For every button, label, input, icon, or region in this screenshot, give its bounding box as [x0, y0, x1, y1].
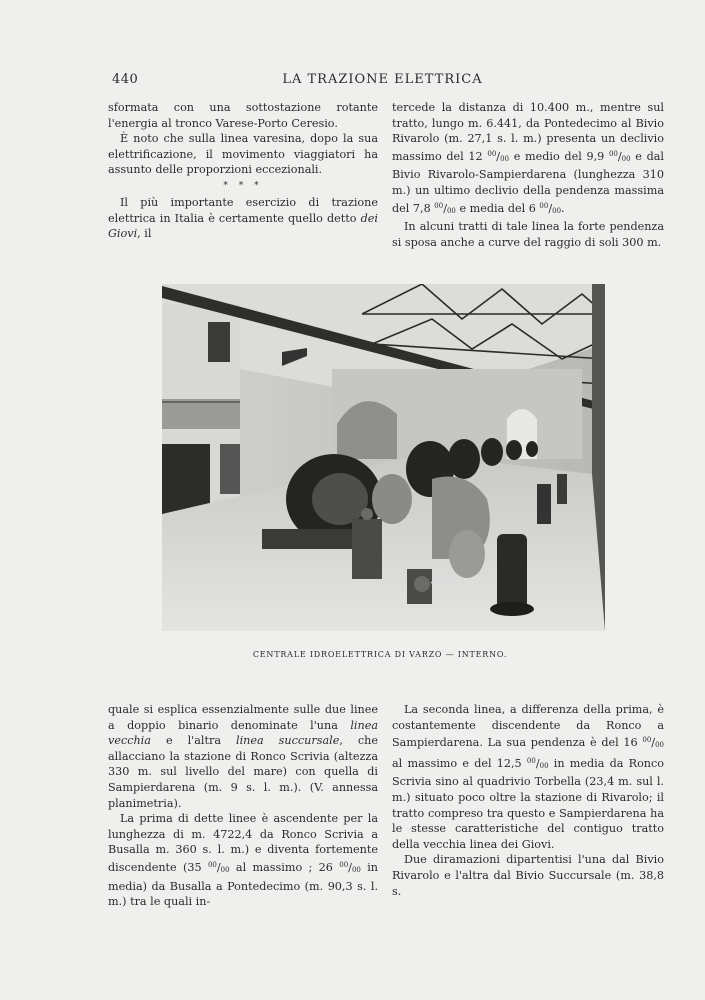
turbine-hall-illustration	[162, 284, 605, 631]
paragraph: Due diramazioni dipartentisi l'una dal Bivio Rivarolo e l'altra dal Bivio Succursale (m. 38,8 s.	[392, 853, 664, 898]
paragraph: È noto che sulla linea varesina, dopo la sua elettrificazione, il movimento viaggiatori ha assunto delle proporzioni eccezionali.	[108, 132, 378, 177]
top-left-column	[108, 100, 378, 242]
paragraph: quale si esplica essenzialmente sulle due linee a doppio binario denominate l'una linea vecchia e l'altra linea succursale, che allacciano la stazione di Ronco Scrivia (altezza 330 m. sul livello del mare) con quella di Sampierdarena (m. 9 s. l. m.). (V. annessa planimetria).	[108, 703, 378, 810]
photo-caption: CENTRALE IDROELETTRICA DI VARZO — INTERNO.	[252, 650, 508, 659]
paragraph: sformata con una sottostazione rotante l'energia al tronco Varese-Porto Ceresio.	[108, 101, 378, 130]
paragraph: tercede la distanza di 10.400 m., mentre sul tratto, lungo m. 6.441, da Pontedecimo al Bivio Rivarolo (m. 27,1 s. l. m.) presenta un declivio massimo del 12 $^{00}/_{00}$ e medio del 9,9 $^{00}/_{00}$ e dal Bivio Rivarolo-Sampierdarena (lunghezza 310 m.) un ultimo declivio della pendenza massima del 7,8 $^{00}/_{00}$ e media del 6 $^{00}/_{00}$.	[392, 101, 664, 215]
section-separator: * * *	[223, 180, 263, 191]
power-station-photo	[162, 284, 605, 631]
running-title: LA TRAZIONE ELETTRICA	[282, 72, 483, 87]
paragraph: La seconda linea, a differenza della prima, è costantemente discendente da Ronco a Sampierdarena. La sua pendenza è del 16 $^{00}/_{00}$ al massimo e del 12,5 $^{00}/_{00}$ in media da Ronco Scrivia sino al quadrivio Torbella (23,4 m. sul l. m.) situato poco oltre la stazione di Rivarolo; il tratto compreso tra questo e Sampierdarena ha le stesse caratteristiche del contiguo tratto della vecchia linea dei Giovi.	[392, 703, 665, 851]
page-number: 440	[112, 72, 139, 87]
paragraph: Il più importante esercizio di trazione elettrica in Italia è certamente quello detto dei Giovi, il	[108, 195, 378, 241]
bottom-right-column	[392, 702, 664, 899]
paragraph: In alcuni tratti di tale linea la forte pendenza si sposa anche a curve del raggio di soli 300 m.	[392, 220, 664, 249]
top-right-column	[392, 100, 664, 250]
paragraph: La prima di dette linee è ascendente per la lunghezza di m. 4722,4 da Ronco Scrivia a Busalla m. 360 s. l. m.) e diventa fortemente discendente (35 $^{00}/_{00}$ al massimo ; 26 $^{00}/_{00}$ in media) da Busalla a Pontedecimo (m. 90,3 s. l. m.) tra le quali in-	[108, 812, 379, 909]
bottom-left-column	[108, 702, 378, 910]
